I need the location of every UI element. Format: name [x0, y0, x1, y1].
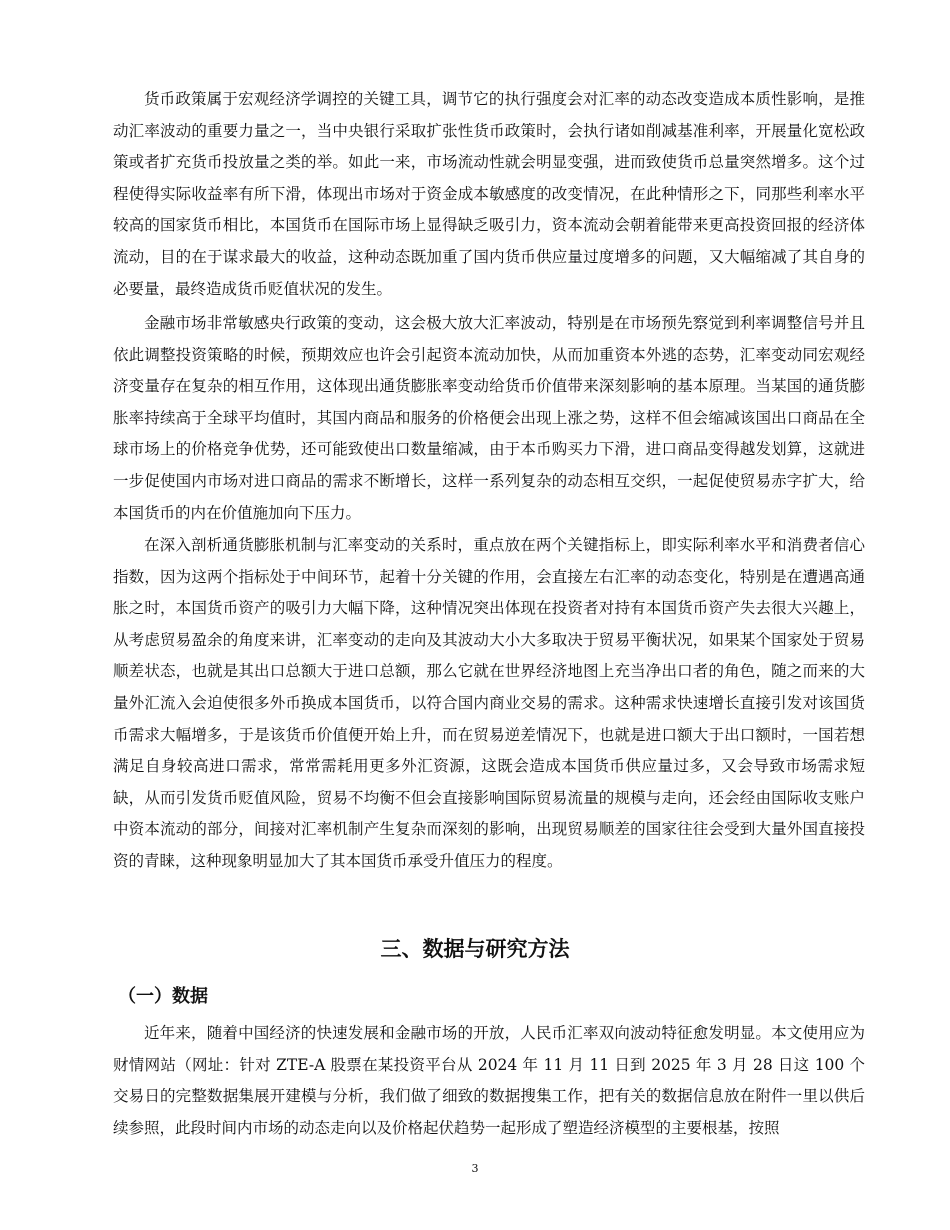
page-number: 3 [471, 1162, 479, 1175]
paragraph-inflation-trade: 在深入剖析通货膨胀机制与汇率变动的关系时，重点放在两个关键指标上，即实际利率水平和消费者信心指数，因为这两个指标处于中间环节，起着十分关键的作用，会直接左右汇率的动态变化，特别是在遭遇高通胀之时，本国货币资产的吸引力大幅下降，这种情况突出体现在投资者对持有本国货币资产失去很大兴趣上，从考虑贸易盈余的角度来讲，汇率变动的走向及其波动大小大多取决于贸易平衡状况，如果某个国家处于贸易顺差状态，也就是其出口总额大于进口总额，那么它就在世界经济地图上充当净出口者的角色，随之而来的大量外汇流入会迫使很多外币换成本国货币，以符合国内商业交易的需求。这种需求快速增长直接引发对该国货币需求大幅增多，于是该货币价值便开始上升，而在贸易逆差情况下，也就是进口额大于出口额时，一国若想满足自身较高进口需求，常常需耗用更多外汇资源，这既会造成本国货币供应量过多，又会导致市场需求短缺，从而引发货币贬值风险，贸易不均衡不但会直接影响国际贸易流量的规模与走向，还会经由国际收支账户中资本流动的部分，间接对汇率机制产生复杂而深刻的影响，出现贸易顺差的国家往往会受到大量外国直接投资的青睐，这种现象明显加大了其本国货币承受升值压力的程度。 [113, 536, 865, 870]
paragraph-monetary-policy: 货币政策属于宏观经济学调控的关键工具，调节它的执行强度会对汇率的动态改变造成本质性影响，是推动汇率波动的重要力量之一，当中央银行采取扩张性货币政策时，会执行诸如削减基准利率，开展量化宽松政策或者扩充货币投放量之类的举。如此一来，市场流动性就会明显变强，进而致使货币总量突然增多。这个过程使得实际收益率有所下滑，体现出市场对于资金成本敏感度的改变情况，在此种情形之下，同那些利率水平较高的国家货币相比，本国货币在国际市场上显得缺乏吸引力，资本流动会朝着能带来更高投资回报的经济体流动，目的在于谋求最大的收益，这种动态既加重了国内货币供应量过度增多的问题，又大幅缩减了其自身的必要量，最终造成货币贬值状况的发生。 [113, 90, 865, 298]
paragraph-data-description: 近年来，随着中国经济的快速发展和金融市场的开放，人民币汇率双向波动特征愈发明显。本文使用应为财情网站（网址：针对 ZTE-A 股票在某投资平台从 2024 年 11 月 11 日到 2025 年 3 月 28 日这 100 个交易日的完整数据集展开建模与分析，我们做了细致的数据搜集工作，把有关的数据信息放在附件一里以供后续参照，此段时间内市场的动态走向以及价格起伏趋势一起形成了塑造经济模型的主要根基，按照 [113, 1024, 865, 1137]
paragraph-financial-market: 金融市场非常敏感央行政策的变动，这会极大放大汇率波动，特别是在市场预先察觉到利率调整信号并且依此调整投资策略的时候，预期效应也许会引起资本流动加快，从而加重资本外逃的态势，汇率变动同宏观经济变量存在复杂的相互作用，这体现出通货膨胀率变动给货币价值带来深刻影响的基本原理。当某国的通货膨胀率持续高于全球平均值时，其国内商品和服务的价格便会出现上涨之势，这样不但会缩减该国出口商品在全球市场上的价格竞争优势，还可能致使出口数量缩减，由于本币购买力下滑，进口商品变得越发划算，这就进一步促使国内市场对进口商品的需求不断增长，这样一系列复杂的动态相互交织，一起促使贸易赤字扩大，给本国货币的内在价值施加向下压力。 [113, 314, 865, 522]
subsection-heading: （一）数据 [118, 986, 208, 1007]
section-heading: 三、数据与研究方法 [380, 937, 570, 961]
